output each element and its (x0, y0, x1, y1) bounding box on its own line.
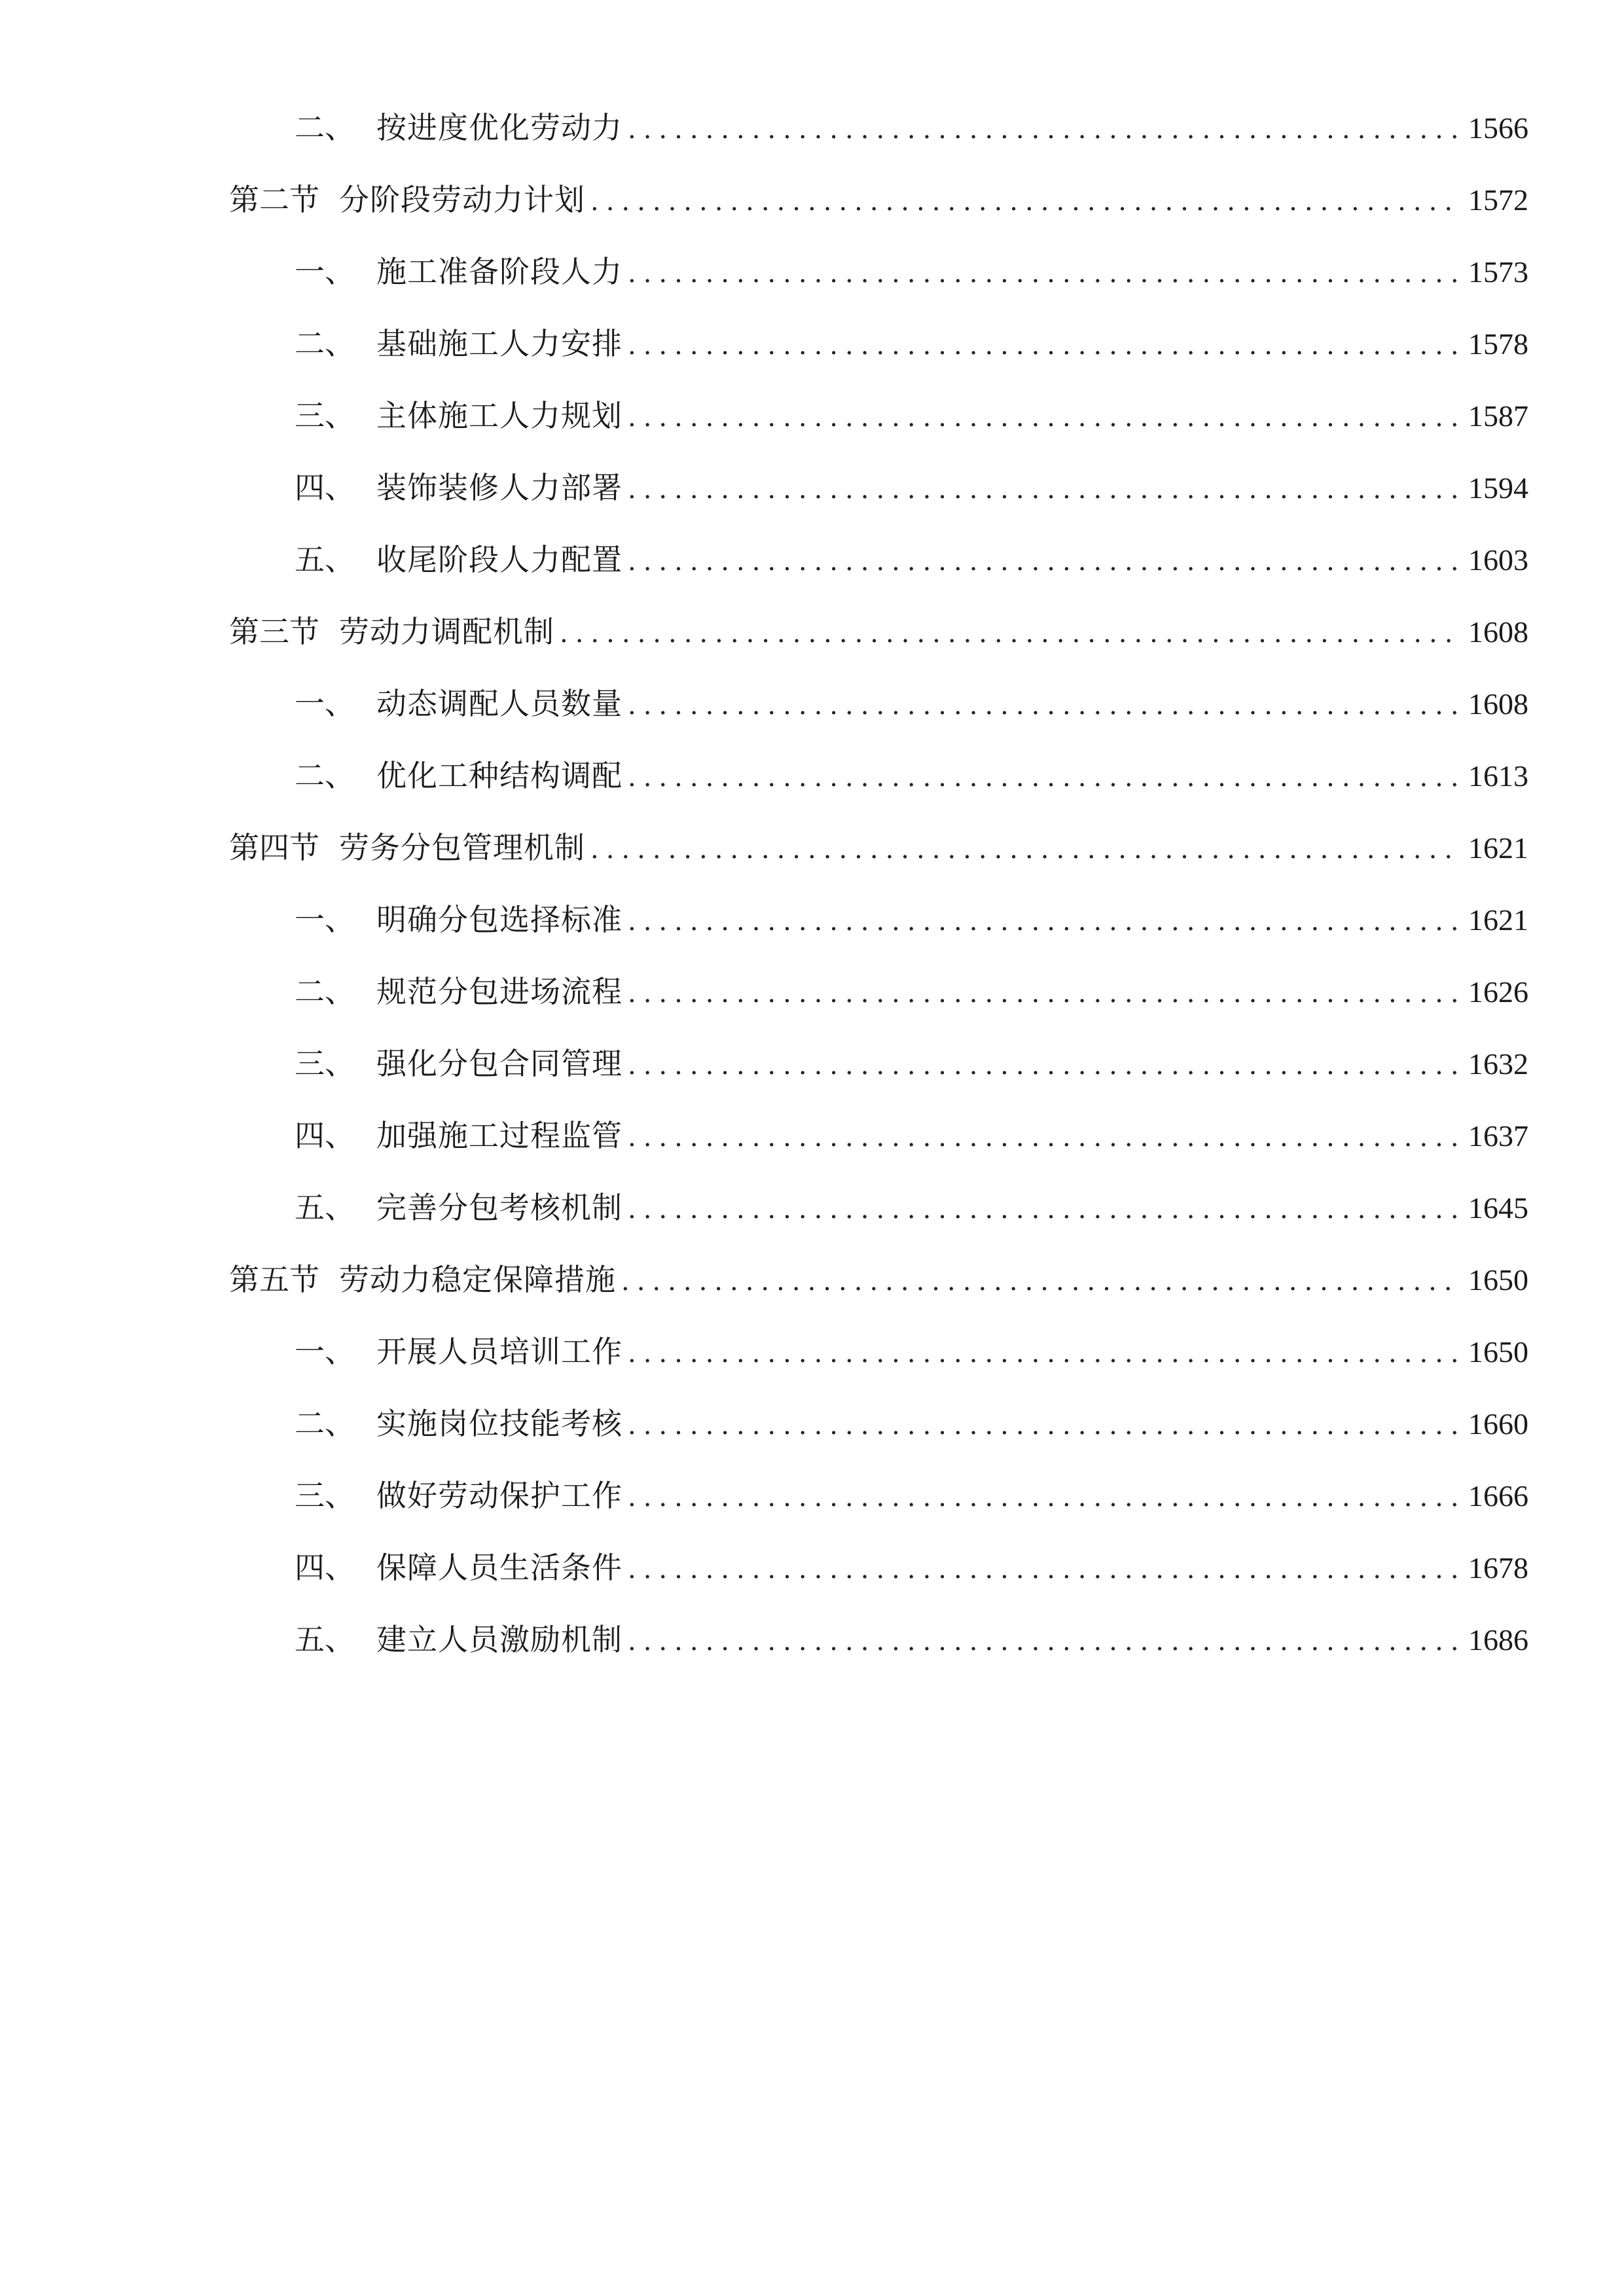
dot-leader (628, 94, 1460, 166)
toc-section-entry[interactable] (229, 596, 1528, 668)
dot-leader (628, 958, 1460, 1030)
dot-leader (628, 1462, 1460, 1534)
toc-entry[interactable] (229, 1100, 1528, 1172)
dot-leader (628, 1102, 1460, 1174)
toc-entry[interactable] (229, 92, 1528, 164)
toc-entry[interactable] (229, 1532, 1528, 1604)
toc-section-title: 劳动力调配机制 (339, 614, 554, 649)
toc-section-title: 劳务分包管理机制 (339, 830, 585, 865)
toc-section-title: 劳动力稳定保障措施 (339, 1262, 616, 1297)
toc-entry[interactable] (229, 740, 1528, 812)
toc-entry-page: 1578 (1468, 327, 1528, 361)
toc-entry-title: 按进度优化劳动力 (376, 110, 623, 145)
toc-entry-page: 1573 (1468, 255, 1528, 289)
toc-entry[interactable] (229, 956, 1528, 1028)
toc-entry[interactable] (229, 236, 1528, 308)
toc-entry-page: 1660 (1468, 1407, 1528, 1441)
toc-entry-number: 四、 (295, 1550, 355, 1585)
toc-entry[interactable] (229, 308, 1528, 380)
toc-entry-number: 二、 (295, 974, 355, 1009)
toc-entry-title: 规范分包进场流程 (376, 974, 623, 1009)
toc-entry-number: 二、 (295, 758, 355, 793)
toc-entry[interactable] (229, 668, 1528, 740)
toc-entry[interactable] (229, 380, 1528, 452)
dot-leader (628, 382, 1460, 454)
toc-section-entry[interactable] (229, 1244, 1528, 1316)
toc-section-page: 1621 (1468, 831, 1528, 865)
toc-entry[interactable] (229, 1028, 1528, 1100)
dot-leader (590, 814, 1460, 886)
dot-leader (628, 1030, 1460, 1102)
dot-leader (628, 1605, 1460, 1677)
toc-entry-title: 主体施工人力规划 (376, 398, 623, 433)
toc-entry[interactable] (229, 1460, 1528, 1532)
toc-entry-page: 1566 (1468, 111, 1528, 145)
toc-entry-number: 二、 (295, 110, 355, 145)
toc-entry-title: 建立人员激励机制 (376, 1622, 623, 1657)
dot-leader (628, 238, 1460, 310)
toc-entry[interactable] (229, 1316, 1528, 1388)
toc-entry-title: 开展人员培训工作 (376, 1334, 623, 1369)
toc-entry-page: 1613 (1468, 759, 1528, 793)
toc-section-entry[interactable] (229, 812, 1528, 884)
toc-entry-number: 一、 (295, 902, 355, 937)
toc-entry-page: 1621 (1468, 903, 1528, 937)
toc-entry-title: 完善分包考核机制 (376, 1190, 623, 1225)
toc-entry-title: 动态调配人员数量 (376, 686, 623, 721)
toc-entry-number: 二、 (295, 1406, 355, 1441)
toc-entry-number: 二、 (295, 326, 355, 361)
toc-entry-title: 优化工种结构调配 (376, 758, 623, 793)
toc-entry-title: 做好劳动保护工作 (376, 1478, 623, 1513)
toc-entry-number: 四、 (295, 470, 355, 505)
toc-section-page: 1650 (1468, 1263, 1528, 1297)
toc-entry-title: 加强施工过程监管 (376, 1118, 623, 1153)
toc-entry[interactable] (229, 452, 1528, 524)
toc-entry-page: 1645 (1468, 1191, 1528, 1225)
dot-leader (628, 310, 1460, 382)
toc-entry-page: 1632 (1468, 1047, 1528, 1081)
toc-entry[interactable] (229, 1604, 1528, 1676)
toc-entry-title: 实施岗位技能考核 (376, 1406, 623, 1441)
toc-entry-number: 四、 (295, 1118, 355, 1153)
toc-entry-number: 三、 (295, 1046, 355, 1081)
toc-entry-number: 五、 (295, 1622, 355, 1657)
dot-leader (628, 1318, 1460, 1390)
toc-entry[interactable] (229, 1172, 1528, 1244)
toc-entry-page: 1587 (1468, 399, 1528, 433)
toc-entry-number: 五、 (295, 1190, 355, 1225)
toc-entry-title: 明确分包选择标准 (376, 902, 623, 937)
toc-entry-title: 基础施工人力安排 (376, 326, 623, 361)
toc-entry-title: 强化分包合同管理 (376, 1046, 623, 1081)
dot-leader (628, 1534, 1460, 1605)
toc-entry-page: 1626 (1468, 975, 1528, 1009)
dot-leader (628, 886, 1460, 958)
dot-leader (628, 742, 1460, 814)
toc-entry-number: 一、 (295, 254, 355, 289)
toc-entry-number: 五、 (295, 542, 355, 577)
toc-entry-page: 1650 (1468, 1335, 1528, 1369)
toc-entry-number: 一、 (295, 686, 355, 721)
dot-leader (628, 526, 1460, 598)
dot-leader (628, 454, 1460, 526)
toc-entry-number: 一、 (295, 1334, 355, 1369)
toc-entry-title: 收尾阶段人力配置 (376, 542, 623, 577)
dot-leader (628, 1390, 1460, 1462)
toc-section-page: 1572 (1468, 183, 1528, 217)
toc-entry-title: 保障人员生活条件 (376, 1550, 623, 1585)
toc-entry-page: 1686 (1468, 1623, 1528, 1657)
dot-leader (621, 1246, 1460, 1318)
toc-entry-title: 施工准备阶段人力 (376, 254, 623, 289)
toc-entry-title: 装饰装修人力部署 (376, 470, 623, 505)
toc-entry-page: 1603 (1468, 543, 1528, 577)
toc-entry[interactable] (229, 884, 1528, 956)
toc-entry-page: 1608 (1468, 687, 1528, 721)
toc-section-number: 第二节 (229, 182, 319, 217)
dot-leader (628, 1174, 1460, 1246)
toc-section-page: 1608 (1468, 615, 1528, 649)
toc-entry-page: 1678 (1468, 1551, 1528, 1585)
toc-entry-number: 三、 (295, 398, 355, 433)
toc-entry-page: 1594 (1468, 471, 1528, 505)
dot-leader (560, 598, 1460, 670)
toc-entry[interactable] (229, 1388, 1528, 1460)
toc-entry[interactable] (229, 524, 1528, 596)
toc-section-number: 第五节 (229, 1262, 319, 1297)
table-of-contents (229, 92, 1528, 1676)
toc-section-number: 第四节 (229, 830, 319, 865)
dot-leader (590, 166, 1460, 238)
toc-section-number: 第三节 (229, 614, 319, 649)
toc-entry-page: 1637 (1468, 1119, 1528, 1153)
toc-section-entry[interactable] (229, 164, 1528, 236)
toc-section-title: 分阶段劳动力计划 (339, 182, 585, 217)
toc-entry-number: 三、 (295, 1478, 355, 1513)
dot-leader (628, 670, 1460, 742)
toc-entry-page: 1666 (1468, 1479, 1528, 1513)
